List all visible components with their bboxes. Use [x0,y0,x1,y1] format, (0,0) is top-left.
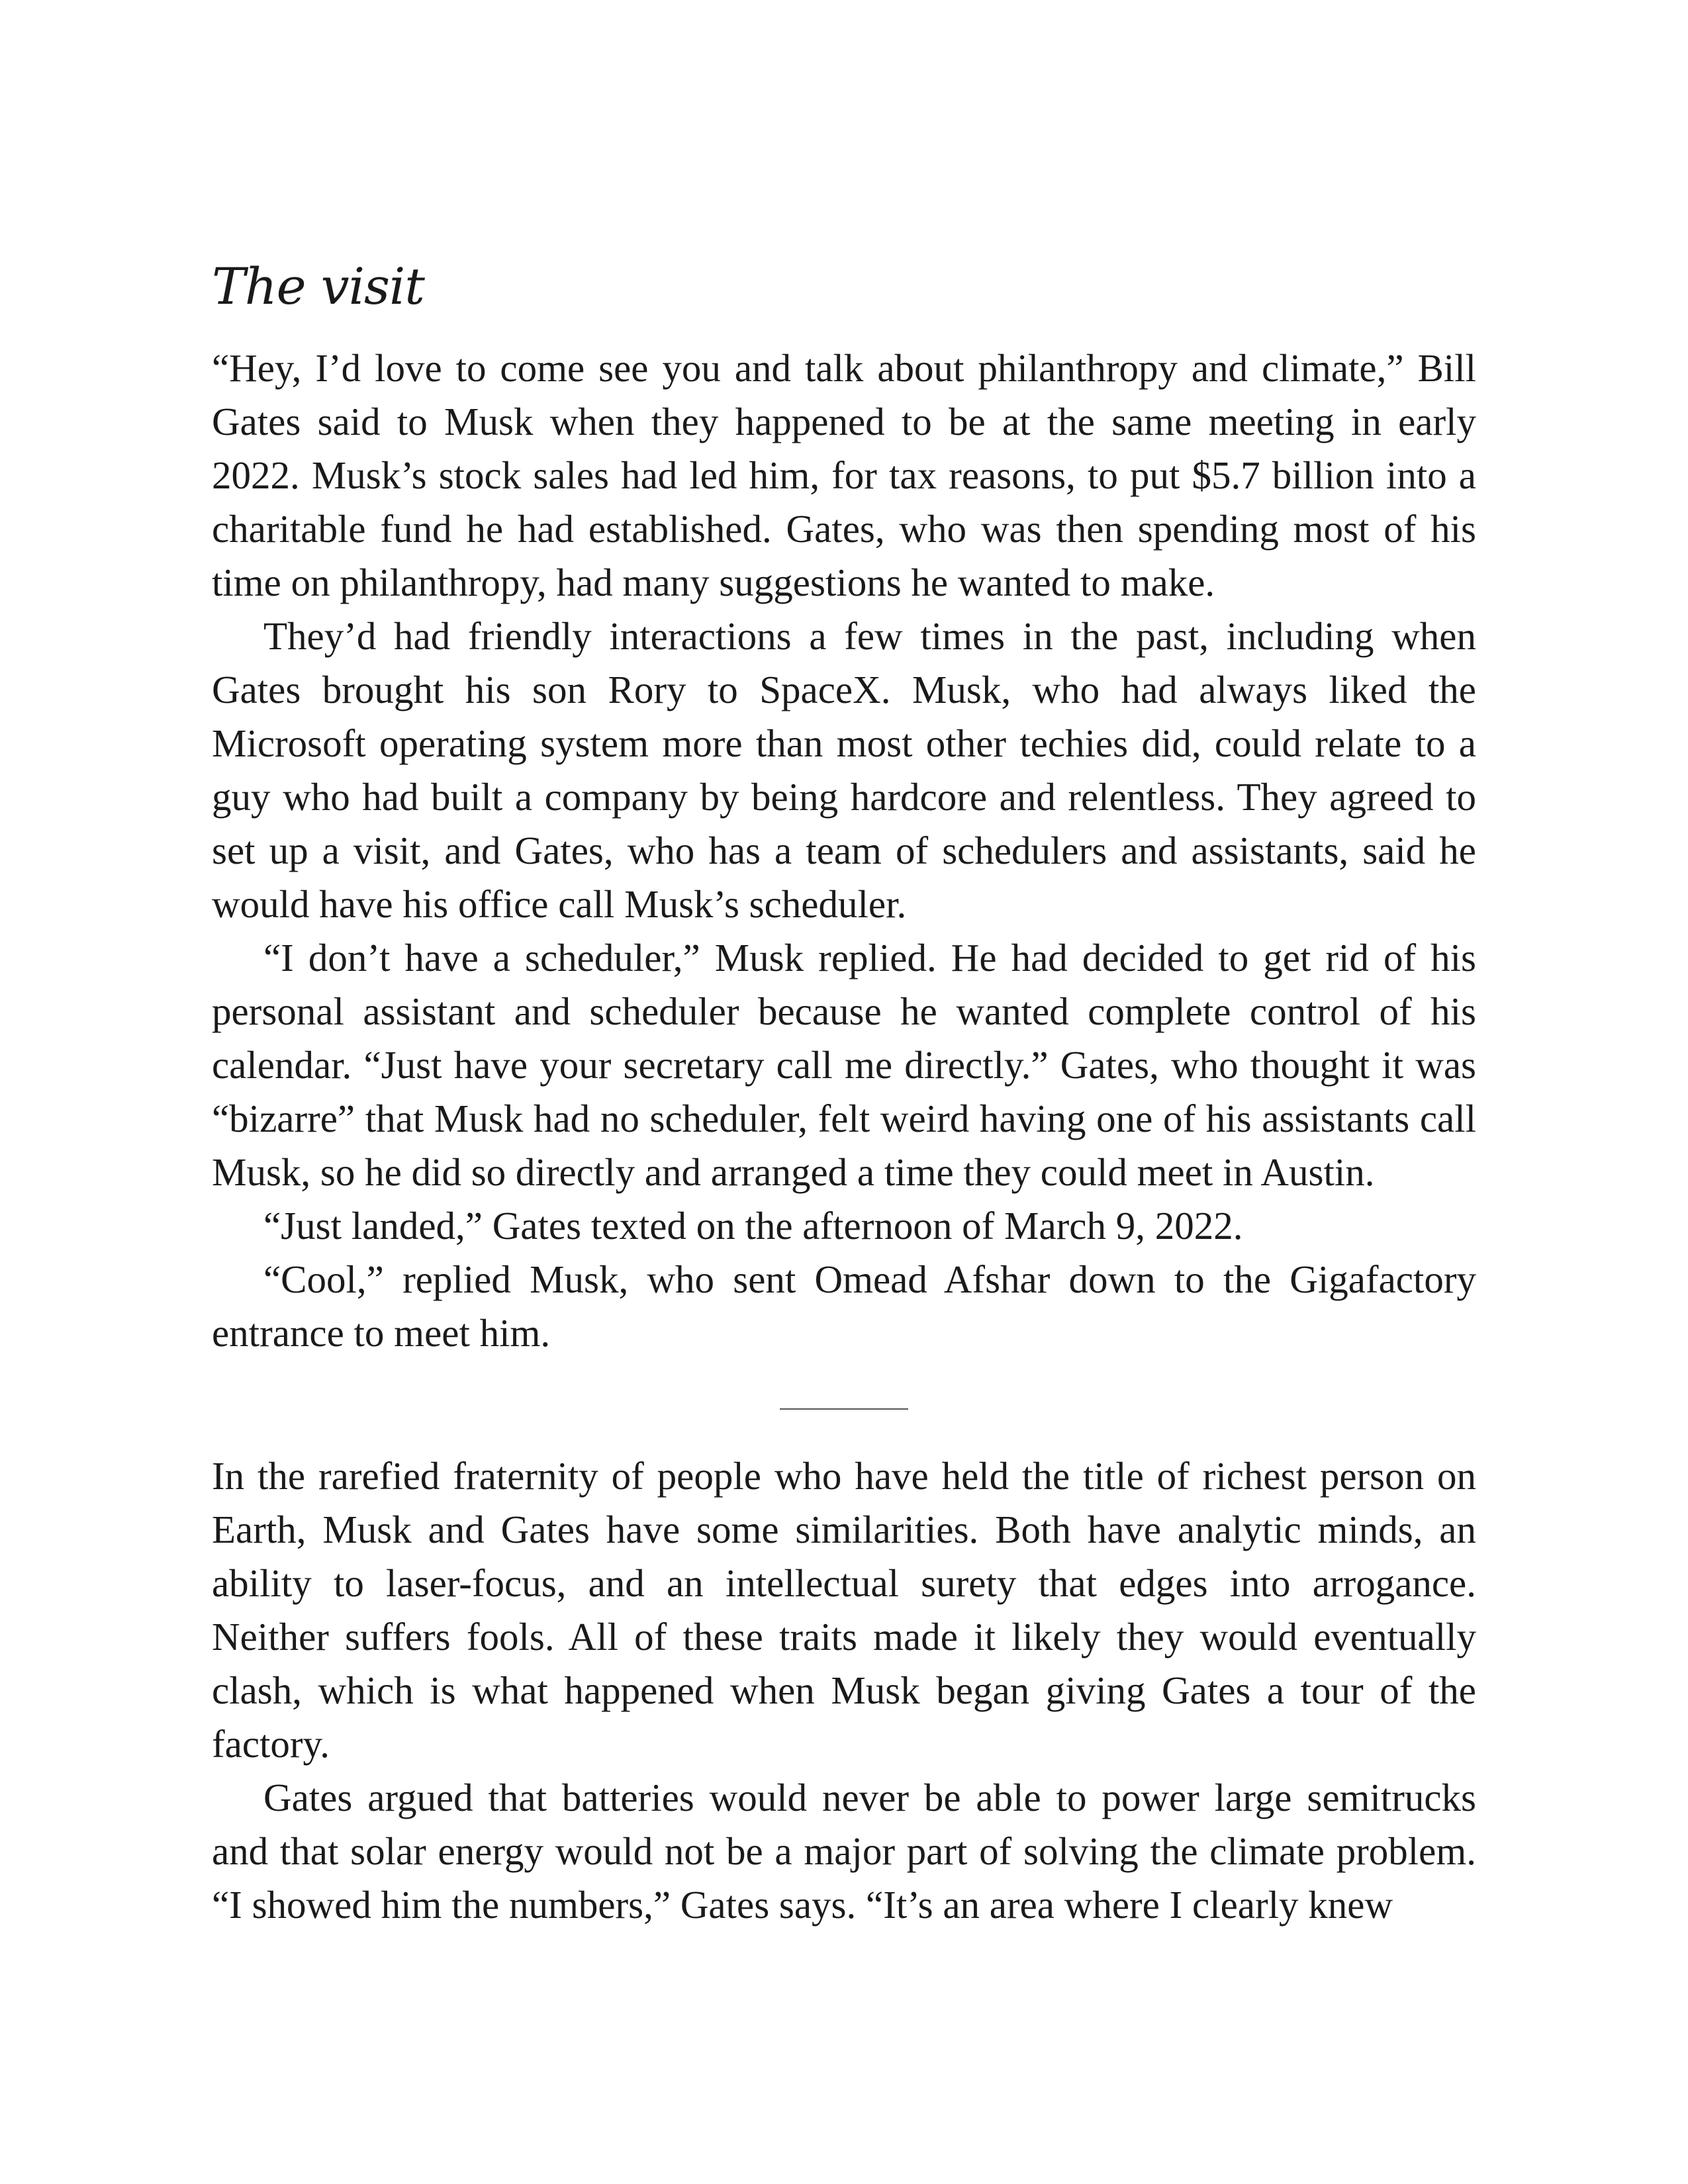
paragraph: Gates argued that batteries would never be able to power large semitrucks and that solar energy would not be a major part of solving the climate problem. “I showed him the numbers,” Gates says. “It’s an area where I clearly knew [212,1776,1476,1927]
text-block-after-break [212,1449,1476,1932]
paragraph: They’d had friendly interactions a few times in the past, including when Gates brought his son Rory to SpaceX. Musk, who had always liked the Microsoft operating system more than most other techies did, could relate to a guy who had built a company by being hardcore and relentless. They agreed to set up a visit, and Gates, who has a team of schedulers and assistants, said he would have his office call Musk’s scheduler. [212,614,1476,926]
section-heading: The visit [212,257,424,316]
text-block-before-break [212,341,1476,1360]
paragraph: “Cool,” replied Musk, who sent Omead Afshar down to the Gigafactory entrance to meet him. [212,1257,1476,1355]
paragraph: “I don’t have a scheduler,” Musk replied. He had decided to get rid of his personal assistant and scheduler because he wanted complete control of his calendar. “Just have your secretary call me directly.” Gates, who thought it was “bizarre” that Musk had no scheduler, felt weird having one of his assistants call Musk, so he did so directly and arranged a time they could meet in Austin. [212,936,1476,1194]
paragraph: “Hey, I’d love to come see you and talk about philanthropy and climate,” Bill Gates said to Musk when they happened to be at the same meeting in early 2022. Musk’s stock sales had led him, for tax reasons, to put $5.7 billion into a charitable fund he had established. Gates, who was then spending most of his time on philanthropy, had many suggestions he wanted to make. [212,346,1476,604]
paragraph: In the rarefied fraternity of people who have held the title of richest person on Earth, Musk and Gates have some similarities. Both have analytic minds, an ability to laser-focus, and an intellectual surety that edges into arrogance. Neither suffers fools. All of these traits made it likely they would eventually clash, which is what happened when Musk began giving Gates a tour of the factory. [212,1454,1476,1766]
paragraph: “Just landed,” Gates texted on the afternoon of March 9, 2022. [263,1204,1243,1248]
scene-break-rule [780,1408,908,1410]
